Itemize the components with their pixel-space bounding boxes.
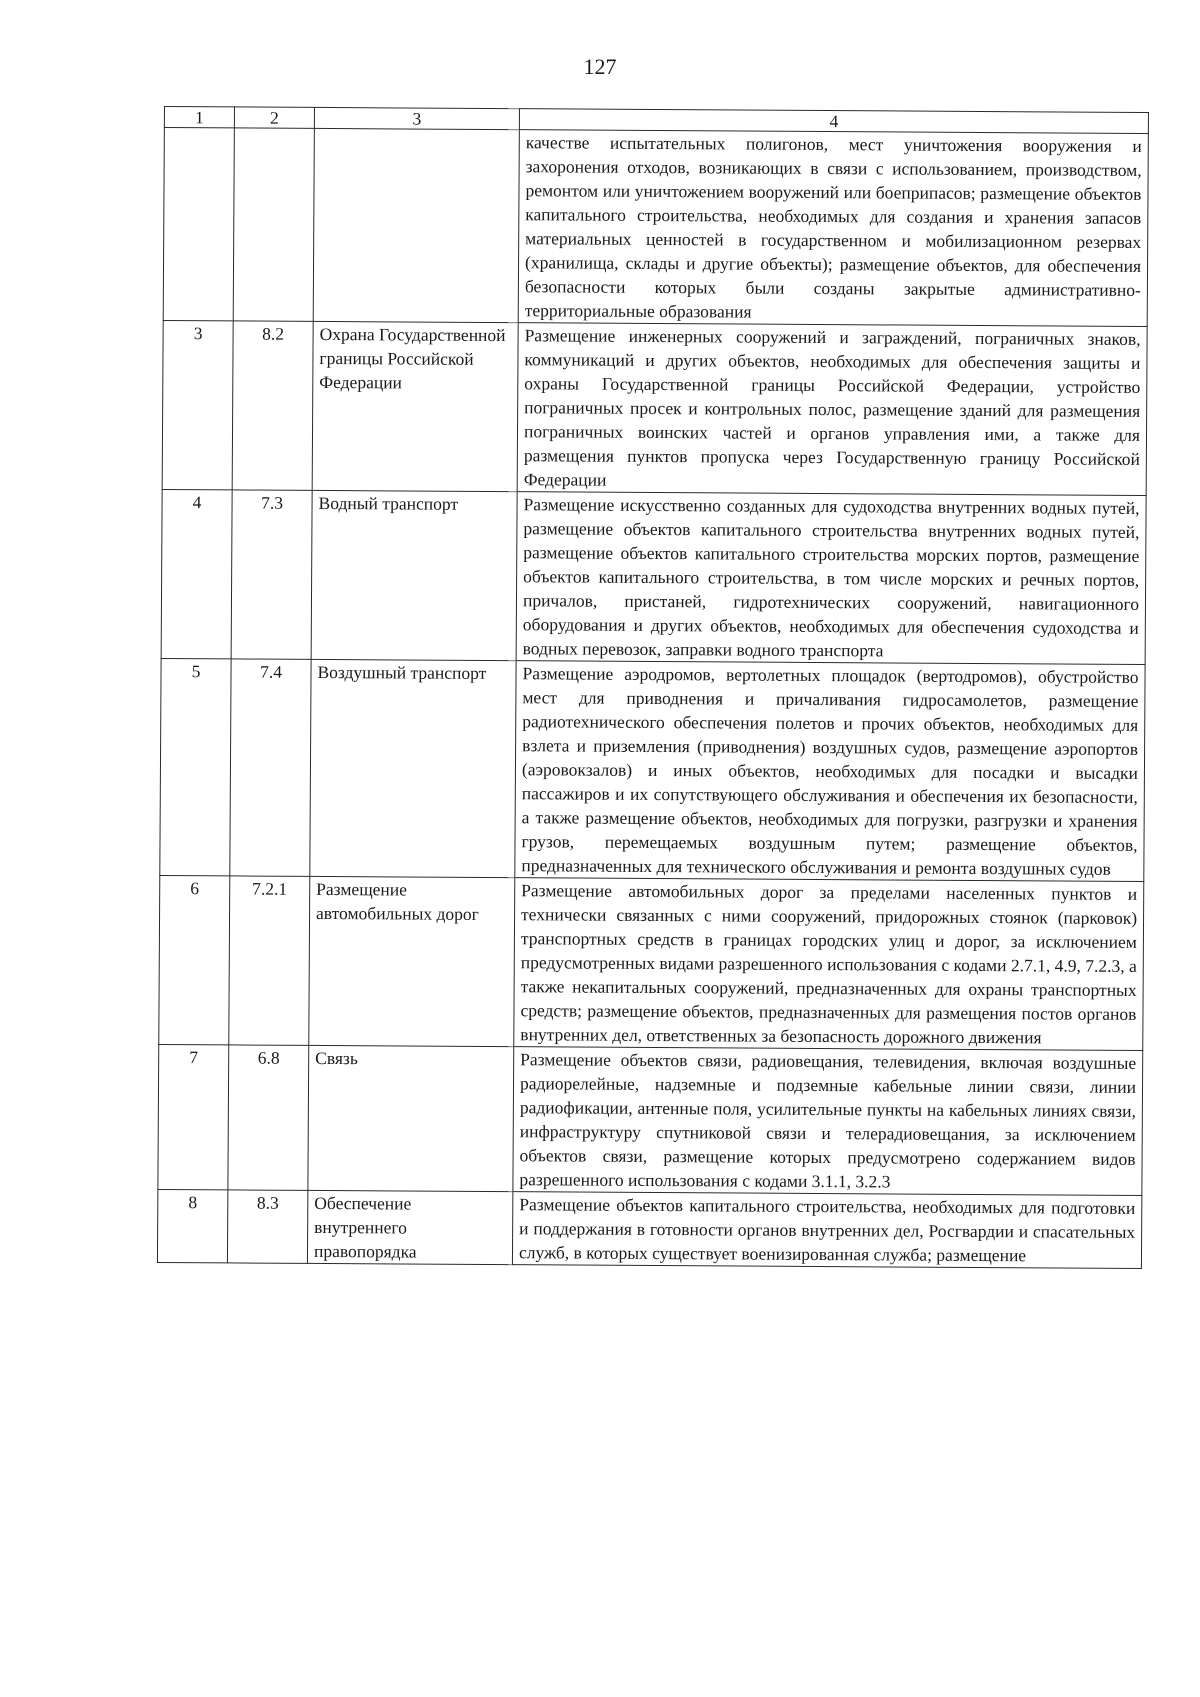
- row-code: 7.4: [230, 659, 311, 876]
- table-row: [160, 658, 1145, 881]
- row-description: качестве испытательных полигонов, мест уничтожения вооружения и захоронения отходов, возникающих в связи с использованием, производством, ремонтом или уничтожением вооружений или боеприпасов; размещение объектов капитального строительства, необходимых для создания и хранения запасов материальных ценностей в государственном и мобилизационном резервах (хранилища, склады и другие объекты); размещение объектов, для обеспечения безопасности которых были созданы закрытые административно-территориальные образования: [518, 130, 1148, 327]
- row-number: 3: [162, 320, 233, 489]
- row-name: Воздушный транспорт: [310, 659, 516, 877]
- table-row: [157, 1189, 1141, 1268]
- row-code: 7.2.1: [229, 876, 310, 1045]
- row-description: Размещение автомобильных дорог за пределами населенных пунктов и технически связанных с ними сооружений, придорожных стоянок (парковок) транспортных средств в границах городских улиц и дорог, за исключением предусмотренных видами разрешенного использования с кодами 2.7.1, 4.9, 7.2.3, а также некапитальных сооружений, предназначенных для охраны транспортных средств; размещение объектов, предназначенных для размещения постов органов внутренних дел, ответственных за безопасность дорожного движения: [514, 878, 1144, 1051]
- row-name: Водный транспорт: [311, 490, 517, 660]
- row-number: 7: [158, 1044, 229, 1189]
- row-description: Размещение искусственно созданных для судоходства внутренних водных путей, размещение объектов капитального строительства внутренних водных путей, размещение объектов капитального строительства морских портов, размещение объектов капитального строительства, в том числе морских и речных портов, причалов, пристаней, гидротехнических сооружений, навигационного оборудования и других объектов, необходимых для обеспечения судоходства и водных перевозок, заправки водного транспорта: [516, 492, 1146, 665]
- land-use-table: [157, 106, 1149, 1269]
- row-number: 6: [159, 875, 230, 1044]
- row-description: Размещение инженерных сооружений и заграждений, пограничных знаков, коммуникаций и других объектов, необходимых для обеспечения защиты и охраны Государственной границы Российской Федерации, устройство пограничных просек и контрольных полос, размещение зданий для размещения пограничных воинских частей и органов управления ими, а также для размещения пунктов пропуска через Государственную границу Российской Федерации: [517, 323, 1147, 496]
- row-description: Размещение объектов связи, радиовещания, телевидения, включая воздушные радиорелейные, надземные и подземные кабельные линии связи, линии радиофикации, антенные поля, усилительные пункты на кабельных линиях связи, инфраструктуру спутниковой связи и телерадиовещания, за исключением объектов связи, размещение которых предусмотрено содержанием видов разрешенного использования с кодами 3.1.1, 3.2.3: [513, 1047, 1143, 1196]
- row-name: Связь: [308, 1045, 514, 1191]
- page-number: 127: [583, 54, 617, 79]
- row-code: 8.2: [232, 321, 313, 490]
- row-code: 7.3: [231, 490, 312, 659]
- column-header: 3: [314, 107, 519, 129]
- row-name: [313, 128, 519, 322]
- table-row: [158, 1044, 1143, 1195]
- row-description: Размещение аэродромов, вертолетных площадок (вертодромов), обустройство мест для приводнения и причаливания гидросамолетов, размещение радиотехнического обеспечения полетов и прочих объектов, необходимых для взлета и приземления (приводнения) воздушных судов, размещение аэропортов (аэровокзалов) и иных объектов, необходимых для посадки и высадки пассажиров и их сопутствующего обслуживания и обеспечения их безопасности, а также размещение объектов, необходимых для погрузки, разгрузки и хранения грузов, перемещаемых воздушным путем; размещение объектов, предназначенных для технического обслуживания и ремонта воздушных судов: [515, 661, 1145, 882]
- row-number: 5: [160, 658, 231, 875]
- row-code: 6.8: [228, 1045, 309, 1190]
- row-number: [163, 128, 234, 321]
- table-row: [163, 128, 1148, 327]
- row-number: 4: [161, 489, 232, 658]
- row-code: 8.3: [227, 1190, 307, 1263]
- row-name: Обеспечение внутреннего правопорядка: [307, 1190, 512, 1264]
- row-name: Размещение автомобильных дорог: [309, 876, 515, 1046]
- column-header: 2: [234, 107, 314, 128]
- row-name: Охрана Государственной границы Российской Федерации: [312, 321, 518, 491]
- row-description: Размещение объектов капитального строительства, необходимых для подготовки и поддержания в готовности органов внутренних дел, Росгвардии и спасательных служб, в которых существует военизированная служба; размещение: [512, 1192, 1141, 1269]
- row-number: 8: [157, 1189, 227, 1262]
- table-row: [159, 875, 1144, 1050]
- column-header: 1: [164, 107, 234, 128]
- table-row: [162, 320, 1147, 495]
- table-row: [161, 489, 1146, 664]
- row-code: [233, 128, 314, 321]
- column-header: 4: [519, 109, 1148, 134]
